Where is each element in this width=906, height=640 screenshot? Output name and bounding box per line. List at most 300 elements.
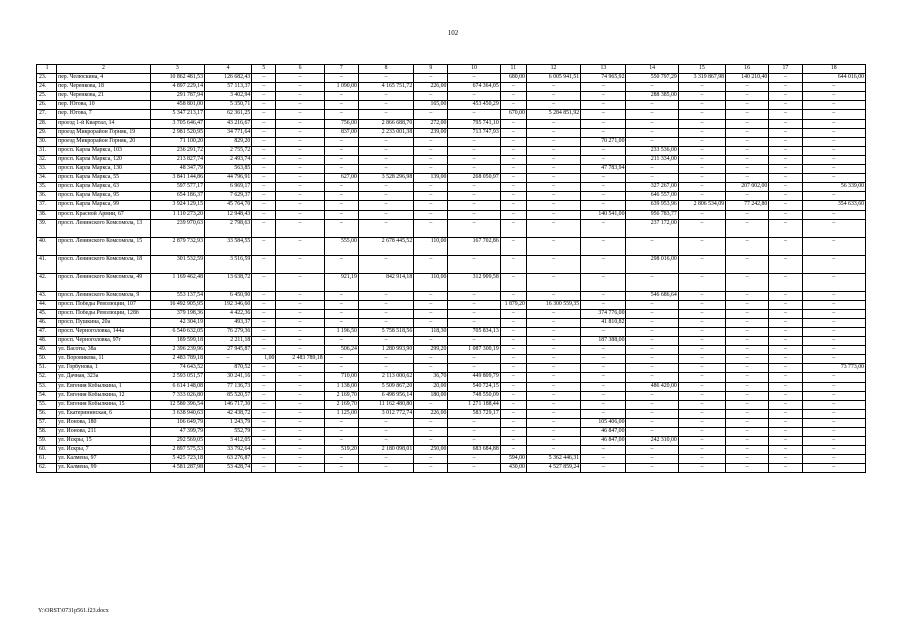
value-cell: 5 509 867,20 xyxy=(358,382,413,391)
value-cell: 165,00 xyxy=(414,101,448,110)
value-cell: – xyxy=(626,337,678,346)
value-cell: – xyxy=(252,74,276,83)
table-row xyxy=(37,355,866,364)
value-cell: – xyxy=(500,165,526,174)
column-number-4: 4 xyxy=(204,65,251,74)
value-cell: – xyxy=(358,192,413,201)
row-index: 40. xyxy=(37,237,57,255)
value-cell: – xyxy=(726,355,769,364)
value-cell: 5 425 723,18 xyxy=(150,455,204,464)
value-cell: 3 841 144,86 xyxy=(150,174,204,183)
value-cell: – xyxy=(769,446,802,455)
value-cell: – xyxy=(802,446,866,455)
row-index: 58. xyxy=(37,428,57,437)
value-cell: 646 557,00 xyxy=(626,192,678,201)
value-cell: – xyxy=(500,210,526,219)
value-cell: 146 717,30 xyxy=(204,400,251,409)
value-cell: – xyxy=(581,327,626,336)
column-number-18: 18 xyxy=(802,65,866,74)
value-cell: – xyxy=(802,155,866,164)
value-cell: – xyxy=(252,273,276,291)
value-cell: – xyxy=(252,428,276,437)
value-cell: – xyxy=(526,273,580,291)
row-index: 61. xyxy=(37,455,57,464)
value-cell: – xyxy=(626,418,678,427)
value-cell: 3 638 940,63 xyxy=(150,409,204,418)
value-cell: – xyxy=(276,237,324,255)
value-cell: – xyxy=(678,165,725,174)
value-cell: – xyxy=(276,382,324,391)
value-cell: – xyxy=(802,255,866,273)
page-number: 102 xyxy=(447,29,459,37)
value-cell: – xyxy=(769,174,802,183)
table-row xyxy=(37,437,866,446)
value-cell: – xyxy=(276,300,324,309)
value-cell: – xyxy=(726,119,769,128)
value-cell: – xyxy=(324,437,358,446)
value-cell: 5 350,71 xyxy=(204,101,251,110)
table-row xyxy=(37,309,866,318)
value-cell: 6 498 956,14 xyxy=(358,391,413,400)
address-cell: ул. Дачная, 323а xyxy=(57,373,151,382)
value-cell: – xyxy=(581,400,626,409)
value-cell: – xyxy=(626,364,678,373)
row-index: 30. xyxy=(37,137,57,146)
value-cell: – xyxy=(678,346,725,355)
value-cell: – xyxy=(769,146,802,155)
value-cell: – xyxy=(324,219,358,237)
value-cell: – xyxy=(252,155,276,164)
value-cell: 5 284 851,92 xyxy=(526,110,580,119)
value-cell: – xyxy=(678,455,725,464)
address-cell: просп. Пушкина, 20а xyxy=(57,318,151,327)
value-cell: – xyxy=(802,418,866,427)
value-cell: – xyxy=(526,92,580,101)
value-cell: 555,00 xyxy=(324,237,358,255)
value-cell: 4 897 229,14 xyxy=(150,83,204,92)
row-index: 52. xyxy=(37,373,57,382)
value-cell: 705 834,13 xyxy=(448,327,500,336)
value-cell: – xyxy=(769,183,802,192)
value-cell: – xyxy=(324,201,358,210)
value-cell: – xyxy=(802,137,866,146)
value-cell: – xyxy=(678,337,725,346)
value-cell: 379 198,36 xyxy=(150,309,204,318)
value-cell: – xyxy=(276,192,324,201)
value-cell: 2 798,63 xyxy=(204,219,251,237)
row-index: 50. xyxy=(37,355,57,364)
row-index: 26. xyxy=(37,101,57,110)
value-cell: – xyxy=(448,110,500,119)
value-cell: – xyxy=(726,364,769,373)
value-cell: – xyxy=(726,309,769,318)
value-cell: 239 970,63 xyxy=(150,219,204,237)
value-cell: – xyxy=(526,337,580,346)
value-cell: – xyxy=(678,400,725,409)
value-cell: – xyxy=(276,291,324,300)
value-cell: – xyxy=(252,92,276,101)
value-cell: 13 638,72 xyxy=(204,273,251,291)
value-cell: – xyxy=(626,446,678,455)
value-cell: – xyxy=(678,391,725,400)
value-cell: 795 741,10 xyxy=(448,119,500,128)
value-cell: – xyxy=(448,210,500,219)
value-cell: 674 364,05 xyxy=(448,83,500,92)
value-cell: – xyxy=(526,255,580,273)
address-cell: просп. Карла Маркса, 103 xyxy=(57,146,151,155)
value-cell: – xyxy=(276,137,324,146)
column-number-9: 9 xyxy=(414,65,448,74)
value-cell: – xyxy=(626,174,678,183)
value-cell: – xyxy=(448,165,500,174)
value-cell: – xyxy=(500,382,526,391)
value-cell: – xyxy=(276,418,324,427)
value-cell: 6 005 941,51 xyxy=(526,74,580,83)
value-cell: 7 629,37 xyxy=(204,192,251,201)
value-cell: – xyxy=(802,110,866,119)
value-cell: – xyxy=(414,192,448,201)
value-cell: – xyxy=(414,219,448,237)
value-cell: 3 412,05 xyxy=(204,437,251,446)
value-cell: – xyxy=(526,409,580,418)
value-cell: 2 113 000,62 xyxy=(358,373,413,382)
table-row xyxy=(37,192,866,201)
value-cell: – xyxy=(626,300,678,309)
value-cell: – xyxy=(500,346,526,355)
value-cell: – xyxy=(252,137,276,146)
value-cell: – xyxy=(769,237,802,255)
value-cell: 5 347 213,17 xyxy=(150,110,204,119)
value-cell: – xyxy=(526,373,580,382)
table-row xyxy=(37,273,866,291)
table-row xyxy=(37,83,866,92)
value-cell: – xyxy=(726,391,769,400)
value-cell: – xyxy=(414,137,448,146)
value-cell: – xyxy=(276,400,324,409)
value-cell: – xyxy=(802,174,866,183)
table-row xyxy=(37,391,866,400)
value-cell: – xyxy=(276,119,324,128)
value-cell: – xyxy=(802,119,866,128)
value-cell: 47 783,94 xyxy=(581,165,626,174)
value-cell: – xyxy=(252,300,276,309)
value-cell: 4 422,36 xyxy=(204,309,251,318)
value-cell: 2 396 239,96 xyxy=(150,346,204,355)
value-cell: 180,00 xyxy=(414,391,448,400)
value-cell: – xyxy=(678,327,725,336)
value-cell: – xyxy=(500,101,526,110)
row-index: 49. xyxy=(37,346,57,355)
table-row xyxy=(37,183,866,192)
value-cell: 189 599,18 xyxy=(150,337,204,346)
value-cell: – xyxy=(414,355,448,364)
value-cell: – xyxy=(678,192,725,201)
value-cell: – xyxy=(414,183,448,192)
address-cell: просп. Ленинского Комсомола, 13 xyxy=(57,219,151,237)
value-cell: 74 643,52 xyxy=(150,364,204,373)
value-cell: – xyxy=(500,183,526,192)
value-cell: – xyxy=(414,400,448,409)
value-cell: – xyxy=(726,110,769,119)
row-index: 33. xyxy=(37,165,57,174)
row-index: 47. xyxy=(37,327,57,336)
value-cell: 553 137,54 xyxy=(150,291,204,300)
value-cell: – xyxy=(358,418,413,427)
value-cell: – xyxy=(581,183,626,192)
value-cell: 110,00 xyxy=(414,237,448,255)
value-cell: – xyxy=(252,318,276,327)
address-cell: просп. Ленинского Комсомола, 15 xyxy=(57,237,151,255)
table-row xyxy=(37,92,866,101)
value-cell: 187 388,00 xyxy=(581,337,626,346)
value-cell: – xyxy=(802,318,866,327)
value-cell: – xyxy=(414,337,448,346)
value-cell: 1 243,79 xyxy=(204,418,251,427)
column-number-6: 6 xyxy=(276,65,324,74)
value-cell: – xyxy=(581,146,626,155)
value-cell: – xyxy=(324,337,358,346)
value-cell: – xyxy=(526,155,580,164)
value-cell: 1 196,50 xyxy=(324,327,358,336)
value-cell: – xyxy=(252,119,276,128)
value-cell: – xyxy=(358,437,413,446)
value-cell: – xyxy=(500,237,526,255)
value-cell: – xyxy=(581,174,626,183)
value-cell: – xyxy=(581,192,626,201)
value-cell: 842 914,18 xyxy=(358,273,413,291)
value-cell: – xyxy=(526,309,580,318)
value-cell: – xyxy=(252,110,276,119)
table-row xyxy=(37,74,866,83)
value-cell: – xyxy=(726,464,769,473)
value-cell: 233 536,00 xyxy=(626,146,678,155)
value-cell: – xyxy=(252,146,276,155)
value-cell: – xyxy=(678,364,725,373)
value-cell: – xyxy=(678,174,725,183)
value-cell: 34 771,64 xyxy=(204,128,251,137)
value-cell: 10 862 481,53 xyxy=(150,74,204,83)
value-cell: – xyxy=(448,92,500,101)
table-row xyxy=(37,364,866,373)
value-cell: 2 806 534,09 xyxy=(678,201,725,210)
value-cell: 71 100,20 xyxy=(150,137,204,146)
value-cell: – xyxy=(769,382,802,391)
value-cell: 486 420,00 xyxy=(626,382,678,391)
value-cell: – xyxy=(581,83,626,92)
value-cell: – xyxy=(276,110,324,119)
value-cell: – xyxy=(726,92,769,101)
value-cell: – xyxy=(448,309,500,318)
value-cell: 6 450,90 xyxy=(204,291,251,300)
table-row xyxy=(37,237,866,255)
address-cell: ул. Ионова, 211 xyxy=(57,428,151,437)
value-cell: – xyxy=(252,327,276,336)
row-index: 39. xyxy=(37,219,57,237)
row-index: 34. xyxy=(37,174,57,183)
value-cell: 43 216,67 xyxy=(204,119,251,128)
value-cell: – xyxy=(678,428,725,437)
value-cell: – xyxy=(581,219,626,237)
value-cell: 449 809,79 xyxy=(448,373,500,382)
value-cell: – xyxy=(358,201,413,210)
value-cell: 36,70 xyxy=(414,373,448,382)
value-cell: 45 764,70 xyxy=(204,201,251,210)
value-cell: – xyxy=(678,300,725,309)
value-cell: 563,85 xyxy=(204,165,251,174)
value-cell: – xyxy=(500,337,526,346)
value-cell: 837,00 xyxy=(324,128,358,137)
value-cell: – xyxy=(526,382,580,391)
value-cell: – xyxy=(769,273,802,291)
value-cell: 756,00 xyxy=(324,119,358,128)
value-cell: – xyxy=(448,418,500,427)
value-cell: – xyxy=(581,409,626,418)
value-cell: – xyxy=(769,428,802,437)
value-cell: – xyxy=(769,300,802,309)
value-cell: – xyxy=(581,355,626,364)
value-cell: – xyxy=(678,219,725,237)
row-index: 53. xyxy=(37,382,57,391)
value-cell: – xyxy=(358,219,413,237)
value-cell: – xyxy=(252,201,276,210)
value-cell: 46 847,00 xyxy=(581,437,626,446)
address-cell: ул. Екатерининская, 6 xyxy=(57,409,151,418)
value-cell: – xyxy=(526,128,580,137)
value-cell: – xyxy=(414,165,448,174)
value-cell: – xyxy=(678,309,725,318)
value-cell: 2 981 520,95 xyxy=(150,128,204,137)
row-index: 43. xyxy=(37,291,57,300)
row-index: 62. xyxy=(37,464,57,473)
value-cell: – xyxy=(581,237,626,255)
value-cell: 550 797,29 xyxy=(626,74,678,83)
value-cell: – xyxy=(726,418,769,427)
value-cell: – xyxy=(626,83,678,92)
value-cell: 683 684,88 xyxy=(448,446,500,455)
row-index: 31. xyxy=(37,146,57,155)
value-cell: – xyxy=(526,327,580,336)
value-cell: 106 649,79 xyxy=(150,418,204,427)
value-cell: – xyxy=(414,201,448,210)
value-cell: – xyxy=(358,146,413,155)
address-cell: просп. Ленинского Комсомола, 18 xyxy=(57,255,151,273)
value-cell: – xyxy=(802,455,866,464)
address-cell: проезд 1-й Квартал, 14 xyxy=(57,119,151,128)
value-cell: – xyxy=(500,418,526,427)
value-cell: 2 866 688,70 xyxy=(358,119,413,128)
value-cell: 16 492 905,95 xyxy=(150,300,204,309)
value-cell: 56 339,00 xyxy=(802,183,866,192)
value-cell: – xyxy=(526,364,580,373)
value-cell: – xyxy=(726,428,769,437)
value-cell: – xyxy=(526,428,580,437)
value-cell: – xyxy=(358,155,413,164)
value-cell: – xyxy=(626,318,678,327)
row-index: 56. xyxy=(37,409,57,418)
value-cell: 140 541,00 xyxy=(581,210,626,219)
value-cell: – xyxy=(678,464,725,473)
value-cell: – xyxy=(324,146,358,155)
value-cell: – xyxy=(678,446,725,455)
value-cell: – xyxy=(252,400,276,409)
value-cell: – xyxy=(448,437,500,446)
footer-file-path: Y:\ORST\0731p561.f23.docx xyxy=(38,608,109,614)
value-cell: – xyxy=(726,346,769,355)
value-cell: – xyxy=(626,464,678,473)
value-cell: – xyxy=(500,83,526,92)
value-cell: – xyxy=(726,83,769,92)
value-cell: – xyxy=(252,291,276,300)
value-cell: 3 319 867,98 xyxy=(678,74,725,83)
value-cell: – xyxy=(358,300,413,309)
value-cell: 1 280 993,90 xyxy=(358,346,413,355)
value-cell: 73 773,00 xyxy=(802,364,866,373)
value-cell: – xyxy=(626,137,678,146)
value-cell: – xyxy=(769,318,802,327)
value-cell: – xyxy=(726,128,769,137)
value-cell: – xyxy=(726,165,769,174)
value-cell: – xyxy=(769,291,802,300)
row-index: 54. xyxy=(37,391,57,400)
value-cell: – xyxy=(252,455,276,464)
value-cell: 493,37 xyxy=(204,318,251,327)
value-cell: – xyxy=(252,192,276,201)
value-cell: – xyxy=(526,119,580,128)
table-row xyxy=(37,291,866,300)
table-row xyxy=(37,346,866,355)
value-cell: 239,00 xyxy=(414,128,448,137)
value-cell: – xyxy=(726,255,769,273)
table-row xyxy=(37,446,866,455)
row-index: 60. xyxy=(37,446,57,455)
value-cell: 3 402,94 xyxy=(204,92,251,101)
value-cell: – xyxy=(769,128,802,137)
address-cell: просп. Карла Маркса, 95 xyxy=(57,192,151,201)
value-cell: – xyxy=(802,309,866,318)
header-row xyxy=(37,65,866,74)
value-cell: – xyxy=(252,409,276,418)
value-cell: 5 758 518,56 xyxy=(358,327,413,336)
value-cell: – xyxy=(276,391,324,400)
value-cell: 552,79 xyxy=(204,428,251,437)
value-cell: – xyxy=(252,165,276,174)
value-cell: 126 682,43 xyxy=(204,74,251,83)
row-index: 29. xyxy=(37,128,57,137)
value-cell: – xyxy=(276,92,324,101)
value-cell: – xyxy=(500,92,526,101)
value-cell: – xyxy=(526,446,580,455)
value-cell: 11 162 480,80 xyxy=(358,400,413,409)
value-cell: – xyxy=(626,455,678,464)
value-cell: – xyxy=(358,137,413,146)
value-cell: – xyxy=(358,309,413,318)
value-cell: 670,00 xyxy=(500,110,526,119)
value-cell: – xyxy=(581,464,626,473)
value-cell: 2 493,74 xyxy=(204,155,251,164)
value-cell: – xyxy=(526,346,580,355)
value-cell: 27 945,87 xyxy=(204,346,251,355)
value-cell: – xyxy=(358,110,413,119)
value-cell: 268 050,97 xyxy=(448,174,500,183)
value-cell: – xyxy=(581,373,626,382)
value-cell: – xyxy=(802,428,866,437)
value-cell: – xyxy=(526,391,580,400)
value-cell: – xyxy=(678,210,725,219)
value-cell: – xyxy=(500,355,526,364)
value-cell: – xyxy=(276,101,324,110)
value-cell: 4 165 751,72 xyxy=(358,83,413,92)
value-cell: – xyxy=(769,437,802,446)
